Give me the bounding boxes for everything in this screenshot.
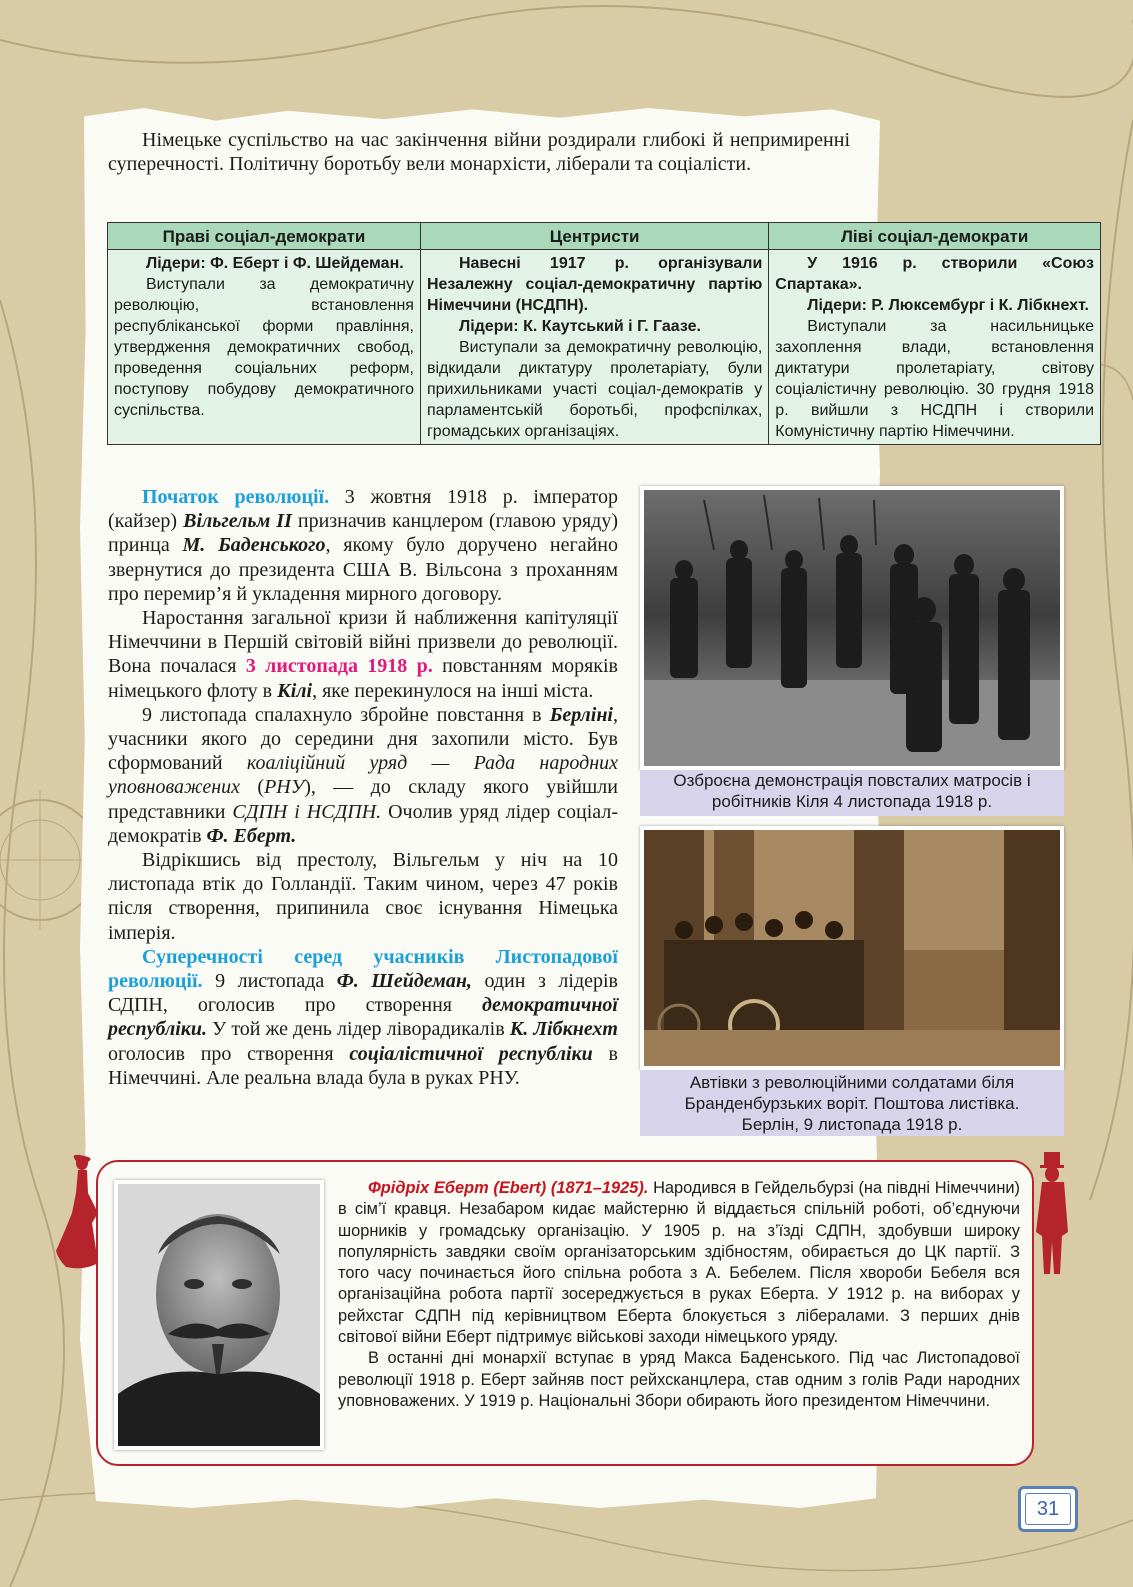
- table-cell-center: [420, 250, 768, 445]
- center-founded: Навесні 1917 р. організували Незалежну соціал-демократичну партію Німеччини (НСДПН).: [426, 255, 763, 314]
- table-header-left: Ліві соціал-демократи: [769, 223, 1101, 250]
- center-description: Виступали за демократичну революцію, відкидали диктатуру пролетаріату, були прихильниками участі соціал-демократів у парламентській боротьбі, профспілках, громадських організаціях.: [426, 339, 763, 440]
- brandenburg-photo-image: [644, 830, 1060, 1066]
- ebert-photo-image: [118, 1184, 320, 1446]
- left-leaders: Лідери: Р. Люксембург і К. Лібкнехт.: [807, 297, 1089, 314]
- lady-silhouette-icon: [54, 1153, 104, 1279]
- name-scheidemann: Ф. Шейдеман,: [336, 970, 472, 993]
- photo-brandenburg-trucks: [640, 826, 1064, 1070]
- paragraph-contradictions: Суперечності серед учасників Листопадової революції. 9 листопада Ф. Шейдеман, один з лідерів СДПН, оголосив про створення демократичної республіки. У той же день лідер ліворадикалів К. Лібкнехт оголосив про створення соціалістичної республіки в Німеччині. Але реальна влада була в руках РНУ.: [108, 945, 618, 1089]
- term-rnu: РНУ: [264, 776, 305, 799]
- paragraph-kiel: Наростання загальної кризи й наближення капітуляції Німеччини в Першій світовій війні призвели до революції. Вона почалася 3 листопада 1918 р. повстанням моряків німецького флоту в Кілі, яке перекинулося на інші міста.: [108, 607, 619, 702]
- name-baden: М. Баденського: [182, 534, 326, 557]
- photo-kiel-demonstration: [640, 486, 1064, 770]
- paragraph-revolution-start: Початок революції. 3 жовтня 1918 р. імператор (кайзер) Вільгельм ІІ призначив канцлером (главою уряду) принца М. Баденського, якому було доручено негайно звернутися до президента США В. Вільсона з проханням про перемир’я й укладення мирного договору.: [108, 486, 619, 605]
- table-cell-right: [108, 250, 421, 445]
- portrait-ebert: [114, 1180, 324, 1450]
- table-header-center: Центристи: [420, 223, 768, 250]
- heading-contradictions: Суперечності серед учасників Листопадової революції.: [108, 945, 618, 993]
- paragraph-abdication: Відрікшись від престолу, Вільгельм у ніч на 10 листопада втік до Голландії. Таким чином, через 47 років після створення, припинила своє існування Німецька імперія.: [108, 849, 618, 944]
- gentleman-silhouette-icon: [1030, 1152, 1074, 1282]
- main-text: [108, 485, 618, 1090]
- bio-paragraph-1: Фрідріх Еберт (Ebert) (1871–1925). Народився в Гейдельбурзі (на півдні Німеччини) в сім’ї кравця. Незабаром кидає майстерню й віддається спільній роботі, об’єднуючи шорників у громадську організацію. У 1905 р. на з’їзді СДПН, здобувши широку популярність завдяки своїм організаторським здібностям, обирається до ЦК партії. З того часу починається його спільна робота з А. Бебелем. Після хвороби Бебеля вся організаційна робота партії зосереджується в руках Еберта. У 1912 р. на виборах у рейхстаг СДПН під керівництвом Еберта блокується з лібералами. З перших днів світової війни Еберт підтримує військові заходи німецького уряду.: [338, 1179, 1020, 1347]
- term-soc-republic: соціалістичної республіки: [349, 1042, 593, 1065]
- name-ebert: Ф. Еберт.: [206, 824, 297, 847]
- page-number-box: [1018, 1486, 1078, 1532]
- right-leaders: Лідери: Ф. Еберт і Ф. Шейдеман.: [146, 255, 404, 272]
- place-berlin: Берліні: [549, 703, 613, 726]
- left-description: Виступали за насильницьке захоплення влади, встановлення диктатури пролетаріату, світову соціалістичну революцію. 30 грудня 1918 р. вийшли з НСДПН і створили Комуністичну партію Німеччини.: [775, 318, 1094, 440]
- left-founded: У 1916 р. створили «Союз Спартака».: [775, 255, 1094, 293]
- name-liebknecht: К. Лібкнехт: [509, 1018, 618, 1041]
- term-dem-republic: демократичної республіки.: [108, 994, 618, 1041]
- term-coalition: коаліційний уряд — Рада народних уповноважених: [108, 752, 618, 799]
- date-highlight: 3 листопада 1918 р.: [245, 655, 433, 678]
- right-description: Виступали за демократичну революцію, встановлення республіканської форми правління, утвердження демократичних свобод, проведення соціальних реформ, поступову побудову демократичного суспільства.: [114, 276, 414, 419]
- center-leaders: Лідери: К. Каутський і Г. Гаазе.: [458, 318, 701, 335]
- table-header-right: Праві соціал-демократи: [108, 223, 421, 250]
- term-parties: СДПН і НСДПН.: [232, 800, 382, 823]
- heading-revolution-start: Початок революції.: [142, 486, 330, 508]
- biography-text: [338, 1178, 1020, 1412]
- table-cell-left: [769, 250, 1101, 445]
- kiel-photo-image: [644, 490, 1060, 766]
- place-kiel: Кілі: [277, 679, 313, 702]
- intro-paragraph: Німецьке суспільство на час закінчення війни роздирали глибокі й непримиренні суперечності. Політичну боротьбу вели монархісти, ліберали та соціалісти.: [108, 129, 850, 175]
- caption-brandenburg: Автівки з революційними солдатами біля Бранденбурзьких воріт. Поштова листівка. Берлін, 9 листопада 1918 р.: [640, 1070, 1064, 1136]
- name-wilhelm: Вільгельм ІІ: [183, 510, 292, 533]
- page-number: 31: [1025, 1493, 1071, 1525]
- parties-table: [107, 222, 1101, 445]
- paragraph-berlin: 9 листопада спалахнуло збройне повстання в Берліні, учасники якого до середини дня захопили місто. Був сформований коаліційний уряд — Рада народних уповноважених (РНУ), — до складу якого увійшли представники СДПН і НСДПН. Очолив уряд лідер соціал-демократів Ф. Еберт.: [108, 703, 619, 847]
- bio-name: Фрідріх Еберт (Ebert) (1871–1925).: [368, 1179, 649, 1197]
- bio-paragraph-2: В останні дні монархії вступає в уряд Макса Баденського. Під час Листопадової революції 1918 р. Еберт зайняв пост рейхсканцлера, став одним з голів Ради народних уповноважених. У 1919 р. Національні Збори обирають його президентом Німеччини.: [338, 1349, 1020, 1410]
- caption-kiel: Озброєна демонстрація повсталих матросів і робітників Кіля 4 листопада 1918 р.: [640, 770, 1064, 816]
